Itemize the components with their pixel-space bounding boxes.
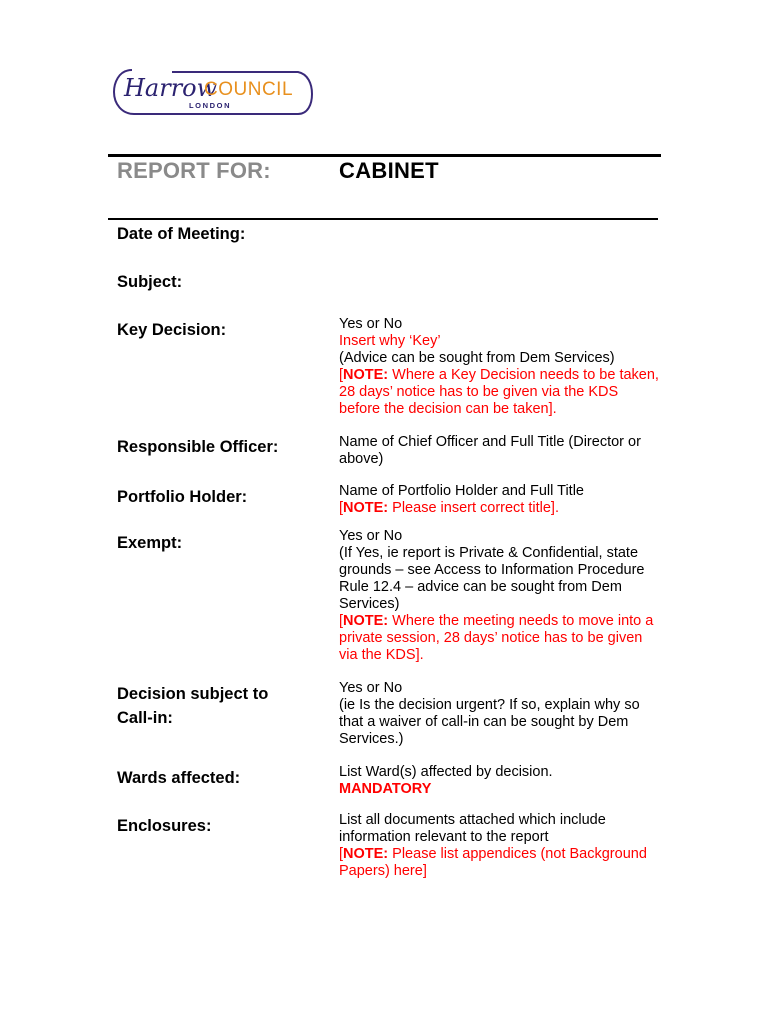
logo-council-text: COUNCIL <box>204 79 294 100</box>
call-in-label-line1: Decision subject to <box>117 685 269 703</box>
note-bracket: [ <box>339 367 344 383</box>
portfolio-holder-value <box>339 483 659 517</box>
report-for-value: CABINET <box>339 158 439 183</box>
call-in-label-line2: Call-in: <box>117 709 173 727</box>
responsible-officer-label: Responsible Officer: <box>117 438 279 456</box>
enclosures-label: Enclosures: <box>117 817 212 835</box>
key-decision-yes-no: Yes or No <box>339 316 403 332</box>
logo-london-text: LONDON <box>189 101 232 110</box>
key-decision-insert-why: Insert why ‘Key’ <box>339 333 441 349</box>
wards-affected-value <box>339 764 659 798</box>
portfolio-holder-note <box>339 500 659 517</box>
subject-label: Subject: <box>117 273 183 291</box>
key-decision-note <box>339 367 659 418</box>
exempt-value <box>339 528 659 664</box>
responsible-officer-value: Name of Chief Officer and Full Title (Director or above) <box>339 434 641 467</box>
note-keyword: NOTE: <box>343 500 389 516</box>
note-text: Where a Key Decision needs to be taken, 28 days’ notice has to be given via the KDS before the decision can be taken]. <box>339 367 659 417</box>
exempt-label: Exempt: <box>117 534 183 552</box>
key-decision-advice: (Advice can be sought from Dem Services) <box>339 350 615 366</box>
enclosures-text: List all documents attached which include information relevant to the report <box>339 812 606 845</box>
portfolio-holder-label: Portfolio Holder: <box>117 488 248 506</box>
call-in-value <box>339 680 659 748</box>
portfolio-holder-text: Name of Portfolio Holder and Full Title <box>339 483 584 499</box>
logo-harrow-text: Harrow <box>124 74 218 102</box>
call-in-label <box>117 682 332 730</box>
note-bracket: [ <box>339 613 344 629</box>
key-decision-label: Key Decision: <box>117 321 227 339</box>
mandatory-badge: MANDATORY <box>339 781 432 797</box>
call-in-yes-no: Yes or No <box>339 680 403 696</box>
enclosures-note <box>339 846 659 880</box>
enclosures-value <box>339 812 659 880</box>
note-text: Where the meeting needs to move into a private session, 28 days’ notice has to be given via the KDS]. <box>339 613 654 663</box>
key-decision-value <box>339 316 659 418</box>
call-in-explanation: (ie Is the decision urgent? If so, explain why so that a waiver of call-in can be sought by Dem Services.) <box>339 697 640 747</box>
report-for-label: REPORT FOR: <box>117 158 271 183</box>
note-text: Please insert correct title]. <box>388 500 559 516</box>
note-bracket: [ <box>339 500 344 516</box>
wards-affected-label: Wards affected: <box>117 769 241 787</box>
header-bottom-rule <box>108 218 658 220</box>
note-bracket: [ <box>339 846 344 862</box>
exempt-yes-no: Yes or No <box>339 528 403 544</box>
date-of-meeting-label: Date of Meeting: <box>117 225 246 243</box>
exempt-note <box>339 613 659 664</box>
note-keyword: NOTE: <box>343 367 389 383</box>
note-keyword: NOTE: <box>343 613 389 629</box>
wards-affected-text: List Ward(s) affected by decision. <box>339 764 553 780</box>
note-keyword: NOTE: <box>343 846 389 862</box>
harrow-council-logo <box>112 64 314 120</box>
header-top-rule <box>108 154 661 157</box>
exempt-explanation: (If Yes, ie report is Private & Confidential, state grounds – see Access to Information Procedure Rule 12.4 – advice can be sought from Dem Services) <box>339 545 645 612</box>
note-text: Please list appendices (not Background Papers) here] <box>339 846 647 879</box>
